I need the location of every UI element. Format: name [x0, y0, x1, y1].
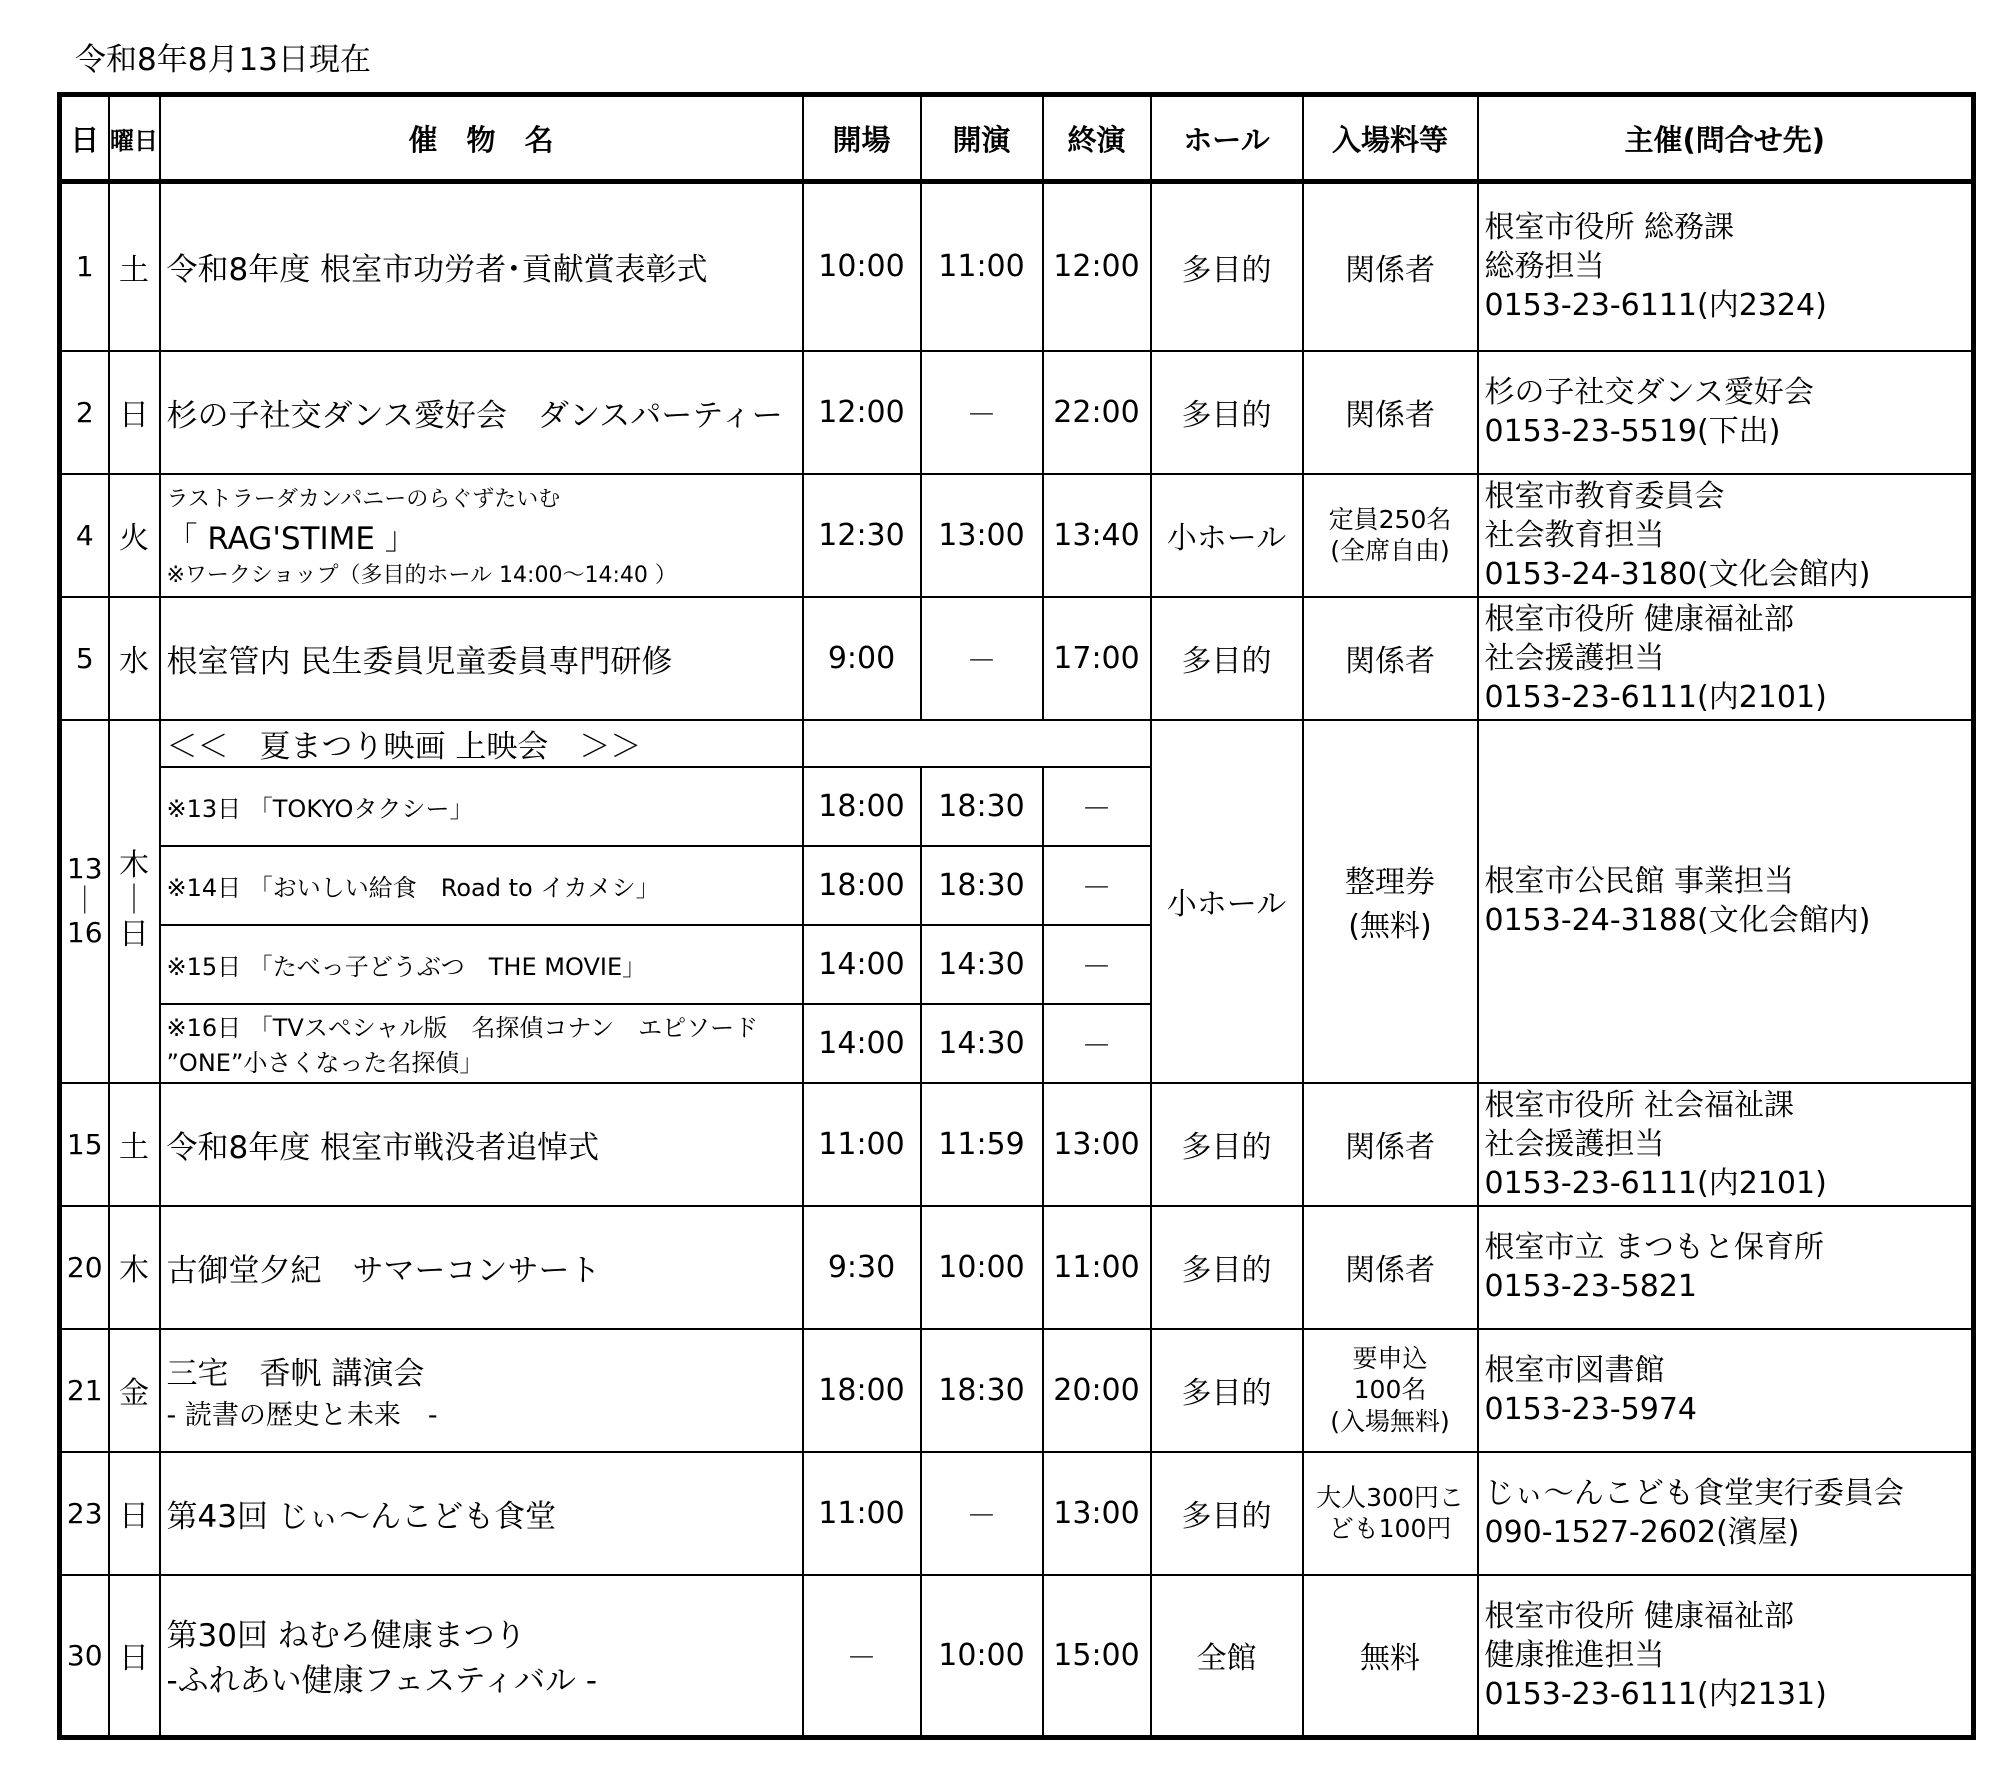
as-of-date: 令和8年8月13日現在 [75, 42, 371, 78]
event-schedule-table [57, 92, 1976, 1740]
cell-start: 11:59 [921, 1083, 1043, 1206]
fee-line: (無料) [1348, 909, 1432, 944]
cell-hall: 多目的 [1151, 182, 1303, 351]
day-to: 16 [66, 916, 103, 950]
cell-end: 22:00 [1043, 351, 1151, 474]
cell-organizer [1478, 351, 1974, 474]
organizer-line: 0153-23-5519(下出) [1484, 414, 1781, 449]
organizer-line: 健康推進担当 [1484, 1637, 1665, 1673]
day-from: 13 [66, 851, 103, 885]
header-fee: 入場料等 [1303, 95, 1478, 182]
cell-fee: 関係者 [1303, 1206, 1478, 1329]
cell-doors: 11:00 [803, 1452, 921, 1575]
cell-end: － [1043, 846, 1151, 925]
organizer-line: 根室市立 まつもと保育所 [1484, 1230, 1825, 1265]
organizer-line: じぃ～んこども食堂実行委員会 [1484, 1476, 1904, 1511]
organizer-line: 0153-23-6111(内2101) [1484, 1165, 1827, 1201]
organizer-line: 0153-24-3188(文化会館内) [1484, 903, 1871, 938]
cell-organizer [1478, 1575, 1974, 1738]
cell-doors: 18:00 [803, 846, 921, 925]
cell-weekday: 土 [109, 1083, 160, 1206]
cell-organizer [1478, 474, 1974, 597]
organizer-line: 0153-23-6111(内2101) [1484, 679, 1827, 715]
cell-show-title: ※14日 「おいしい給食 Road to イカメシ」 [160, 846, 803, 925]
organizer-line: 0153-23-6111(内2131) [1484, 1676, 1827, 1712]
cell-fee: 関係者 [1303, 597, 1478, 720]
cell-show-title: ※15日 「たべっ子どうぶつ THE MOVIE」 [160, 925, 803, 1004]
organizer-line: 0153-23-5821 [1484, 1269, 1698, 1304]
event-title: 第30回 ねむろ健康まつり [166, 1618, 526, 1655]
cell-start: 11:00 [921, 182, 1043, 351]
cell-end: 17:00 [1043, 597, 1151, 720]
cell-day: 30 [60, 1575, 109, 1738]
cell-start: 10:00 [921, 1206, 1043, 1329]
cell-doors: 9:00 [803, 597, 921, 720]
fee-line: 定員250名 [1328, 504, 1452, 534]
cell-fee: 無料 [1303, 1575, 1478, 1738]
cell-end: 13:00 [1043, 1083, 1151, 1206]
cell-event: 第43回 じぃ～んこども食堂 [160, 1452, 803, 1575]
cell-blank [803, 720, 1151, 767]
organizer-line: 総務担当 [1484, 249, 1605, 285]
organizer-line: 根室市役所 社会福祉課 [1484, 1087, 1795, 1123]
table-row [60, 1452, 1974, 1575]
cell-organizer [1478, 1452, 1974, 1575]
header-start: 開演 [921, 95, 1043, 182]
table-row [60, 182, 1974, 351]
show-title-line: ※16日 「TVスペシャル版 名探偵コナン エピソード [166, 1014, 759, 1042]
cell-fee [1303, 1452, 1478, 1575]
cell-organizer [1478, 1206, 1974, 1329]
cell-hall: 全館 [1151, 1575, 1303, 1738]
weekday-separator: ｜ [119, 882, 149, 918]
cell-hall: 多目的 [1151, 1452, 1303, 1575]
cell-weekday: 日 [109, 1575, 160, 1738]
cell-weekday: 土 [109, 182, 160, 351]
event-subtitle: - 読書の歴史と未来 - [166, 1400, 438, 1431]
cell-hall: 小ホール [1151, 474, 1303, 597]
header-end: 終演 [1043, 95, 1151, 182]
organizer-line: 根室市公民館 事業担当 [1484, 864, 1795, 899]
cell-organizer [1478, 597, 1974, 720]
cell-start: － [921, 351, 1043, 474]
event-subtitle: ラストラーダカンパニーのらぐずたいむ [166, 486, 561, 512]
cell-start: 10:00 [921, 1575, 1043, 1738]
cell-day: 1 [60, 182, 109, 351]
cell-fee [1303, 1329, 1478, 1452]
cell-day: 23 [60, 1452, 109, 1575]
table-row [60, 351, 1974, 474]
cell-day-range [60, 720, 109, 1083]
event-title: 三宅 香帆 講演会 [166, 1356, 425, 1392]
organizer-line: 社会援護担当 [1484, 1126, 1665, 1162]
cell-hall: 多目的 [1151, 1329, 1303, 1452]
cell-hall: 多目的 [1151, 597, 1303, 720]
table-row [60, 1083, 1974, 1206]
fee-line: ども100円 [1328, 1514, 1452, 1543]
cell-weekday: 日 [109, 351, 160, 474]
cell-day: 4 [60, 474, 109, 597]
organizer-line: 根室市役所 健康福祉部 [1484, 601, 1795, 637]
cell-end: 13:40 [1043, 474, 1151, 597]
cell-fee [1303, 474, 1478, 597]
cell-fee: 関係者 [1303, 351, 1478, 474]
cell-day: 5 [60, 597, 109, 720]
cell-fee [1303, 720, 1478, 1083]
cell-event [160, 1329, 803, 1452]
cell-doors: 18:00 [803, 1329, 921, 1452]
cell-organizer [1478, 1083, 1974, 1206]
cell-doors: 12:30 [803, 474, 921, 597]
event-title: 「 RAG'STIME 」 [166, 520, 416, 557]
cell-start: － [921, 1452, 1043, 1575]
cell-show-title: ※13日 「TOKYOタクシー」 [160, 767, 803, 846]
fee-line: 要申込 [1352, 1344, 1428, 1374]
table-header-row [60, 95, 1974, 182]
table-row [60, 1575, 1974, 1738]
cell-weekday-range [109, 720, 160, 1083]
cell-organizer [1478, 182, 1974, 351]
header-weekday: 曜日 [109, 95, 160, 182]
cell-event [160, 474, 803, 597]
cell-start: 18:30 [921, 1329, 1043, 1452]
fee-line: 大人300円こ [1316, 1482, 1464, 1512]
cell-doors: 14:00 [803, 925, 921, 1004]
cell-end: 20:00 [1043, 1329, 1151, 1452]
organizer-line: 0153-24-3180(文化会館内) [1484, 556, 1871, 592]
organizer-line: 090-1527-2602(濱屋) [1484, 1515, 1800, 1550]
cell-end: － [1043, 925, 1151, 1004]
cell-event [160, 1575, 803, 1738]
cell-doors: 9:30 [803, 1206, 921, 1329]
cell-doors: 18:00 [803, 767, 921, 846]
cell-organizer [1478, 720, 1974, 1083]
cell-start: 14:30 [921, 925, 1043, 1004]
cell-start: 13:00 [921, 474, 1043, 597]
day-separator: ｜ [70, 883, 99, 917]
fee-line: 整理券 [1345, 865, 1435, 900]
cell-weekday: 日 [109, 1452, 160, 1575]
fee-line: 100名 [1353, 1375, 1427, 1405]
cell-doors: 11:00 [803, 1083, 921, 1206]
cell-fee: 関係者 [1303, 182, 1478, 351]
cell-event: 根室管内 民生委員児童委員専門研修 [160, 597, 803, 720]
cell-event-header: ＜＜ 夏まつり映画 上映会 ＞＞ [160, 720, 803, 767]
cell-day: 21 [60, 1329, 109, 1452]
cell-end: 11:00 [1043, 1206, 1151, 1329]
cell-end: － [1043, 767, 1151, 846]
cell-day: 2 [60, 351, 109, 474]
cell-start: 18:30 [921, 846, 1043, 925]
cell-event: 杉の子社交ダンス愛好会 ダンスパーティー [160, 351, 803, 474]
organizer-line: 杉の子社交ダンス愛好会 [1484, 375, 1814, 410]
cell-day: 15 [60, 1083, 109, 1206]
cell-weekday: 金 [109, 1329, 160, 1452]
organizer-line: 根室市図書館 [1484, 1353, 1665, 1388]
cell-end: 12:00 [1043, 182, 1151, 351]
event-subtitle: -ふれあい健康フェスティバル - [166, 1663, 598, 1700]
table-row [60, 720, 1974, 767]
organizer-line: 根室市教育委員会 [1484, 478, 1725, 514]
cell-organizer [1478, 1329, 1974, 1452]
cell-doors: 14:00 [803, 1004, 921, 1083]
cell-show-title [160, 1004, 803, 1083]
cell-start: 18:30 [921, 767, 1043, 846]
cell-weekday: 火 [109, 474, 160, 597]
weekday-from: 木 [119, 848, 149, 884]
organizer-line: 0153-23-5974 [1484, 1392, 1698, 1427]
cell-event: 令和8年度 根室市功労者･貢献賞表彰式 [160, 182, 803, 351]
cell-start: － [921, 597, 1043, 720]
table-row [60, 597, 1974, 720]
table-row [60, 474, 1974, 597]
cell-end: 15:00 [1043, 1575, 1151, 1738]
organizer-line: 0153-23-6111(内2324) [1484, 288, 1827, 324]
organizer-line: 社会援護担当 [1484, 640, 1665, 676]
cell-doors: 10:00 [803, 182, 921, 351]
weekday-to: 日 [119, 917, 149, 953]
table-row [60, 1206, 1974, 1329]
organizer-line: 根室市役所 総務課 [1484, 210, 1735, 246]
organizer-line: 根室市役所 健康福祉部 [1484, 1598, 1795, 1634]
cell-fee: 関係者 [1303, 1083, 1478, 1206]
cell-weekday: 木 [109, 1206, 160, 1329]
header-day: 日 [60, 95, 109, 182]
cell-event: 令和8年度 根室市戦没者追悼式 [160, 1083, 803, 1206]
cell-event: 古御堂夕紀 サマーコンサート [160, 1206, 803, 1329]
organizer-line: 社会教育担当 [1484, 517, 1665, 553]
cell-hall: 多目的 [1151, 1083, 1303, 1206]
cell-end: － [1043, 1004, 1151, 1083]
cell-hall: 多目的 [1151, 351, 1303, 474]
cell-doors: 12:00 [803, 351, 921, 474]
table-row [60, 1329, 1974, 1452]
cell-hall: 小ホール [1151, 720, 1303, 1083]
header-hall: ホール [1151, 95, 1303, 182]
cell-end: 13:00 [1043, 1452, 1151, 1575]
header-event: 催 物 名 [160, 95, 803, 182]
cell-day: 20 [60, 1206, 109, 1329]
cell-weekday: 水 [109, 597, 160, 720]
fee-line: (全席自由) [1330, 536, 1450, 565]
header-organizer: 主催(問合せ先) [1478, 95, 1974, 182]
fee-line: (入場無料) [1330, 1406, 1450, 1436]
cell-doors: － [803, 1575, 921, 1738]
cell-start: 14:30 [921, 1004, 1043, 1083]
event-note: ※ワークショップ（多目的ホール 14:00～14:40 ） [166, 562, 677, 588]
cell-hall: 多目的 [1151, 1206, 1303, 1329]
show-title-line: ”ONE”小さくなった名探偵」 [166, 1049, 484, 1077]
header-doors: 開場 [803, 95, 921, 182]
